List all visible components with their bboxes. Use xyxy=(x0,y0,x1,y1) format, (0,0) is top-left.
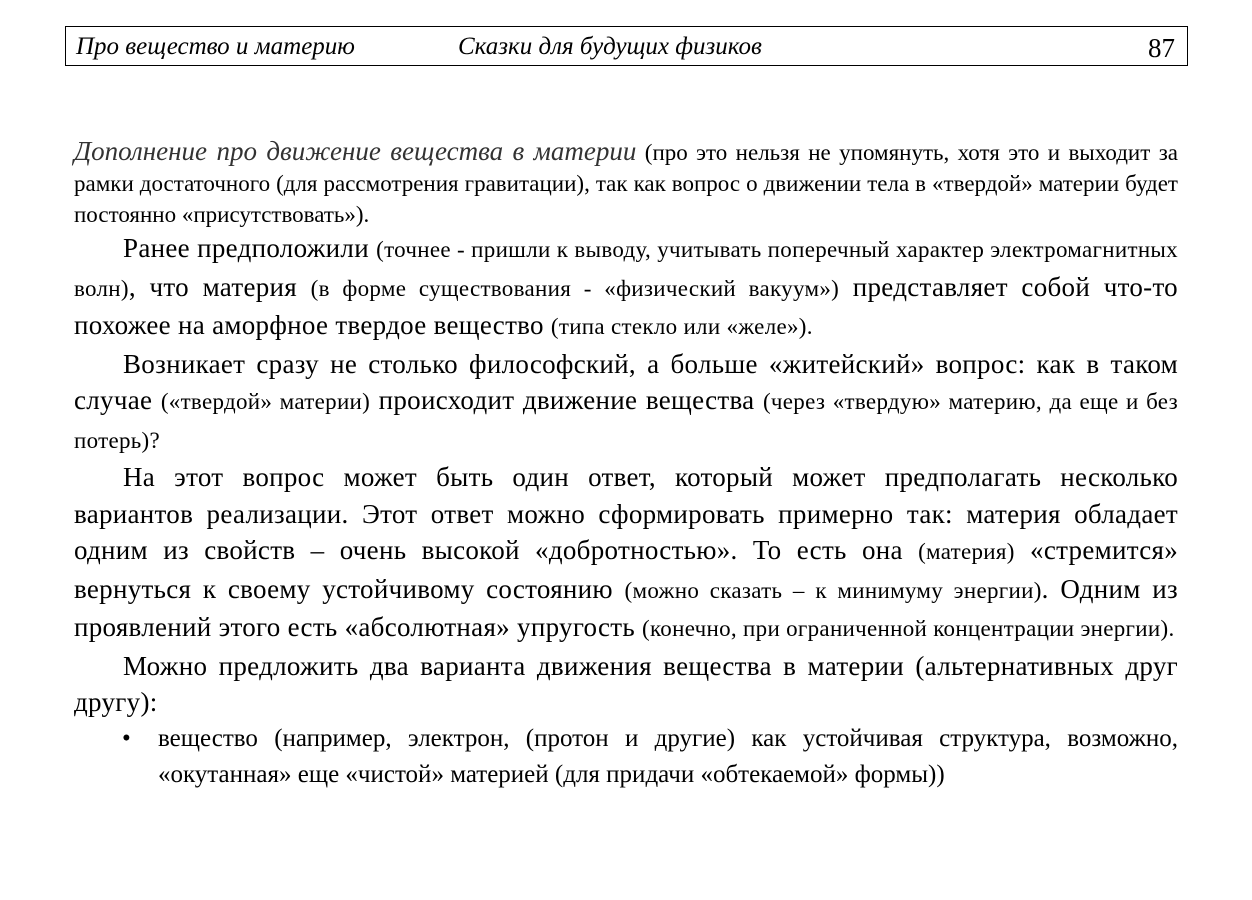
list-item xyxy=(122,721,1178,793)
header-section-title: Про вещество и материю xyxy=(76,33,355,60)
paragraph-4: Можно предложить два варианта движения вещества в материи (альтернативных друг другу): xyxy=(74,650,1178,717)
p3-text-d: (можно сказать – к минимуму энергии) xyxy=(624,577,1042,603)
intro-paragraph xyxy=(74,136,1178,230)
list-item-text: вещество (например, электрон, (протон и другие) как устойчивая структура, возможно, «окутанная» еще «чистой» материей (для придачи «обтекаемой» формы)) xyxy=(158,724,1178,788)
page-body xyxy=(74,136,1178,793)
p2-text-a: Возникает сразу не столько философский, а больше «житейский» вопрос: как в таком случае xyxy=(74,348,1178,415)
bullet-list xyxy=(74,721,1178,793)
p2-text-c: происходит движение вещества xyxy=(370,385,763,415)
p1-text-d: (в форме существования - «физический вакуум») xyxy=(310,275,840,301)
p1-text-a: Ранее предположили xyxy=(123,233,377,263)
p1-text-f: (типа стекло или «желе»). xyxy=(550,314,813,339)
paragraph-3 xyxy=(74,459,1178,648)
paragraph-1 xyxy=(74,230,1178,346)
p3-text-f: (конечно, при ограниченной концентрации энергии). xyxy=(642,616,1175,641)
p3-text-e: . Одним из проявлений этого есть «абсолютная» упругость xyxy=(74,573,1178,642)
intro-text: (про это нельзя не упомянуть, хотя это и выходит за рамки достаточного (для рассмотрения гравитации), так как вопрос о движении тела в «твердой» материи будет постоянно «присутствовать»). xyxy=(74,140,1178,227)
paragraph-2 xyxy=(74,346,1178,460)
page-number: 87 xyxy=(1148,33,1175,63)
p2-text-d: (через «твердую» материю, да еще и без потерь)? xyxy=(74,389,1178,453)
p2-text-b: («твердой» материи) xyxy=(160,389,371,414)
p1-text-b: (точнее - пришли к выводу, учитывать поперечный характер электромагнитных волн) xyxy=(74,237,1178,301)
section-heading: Дополнение про движение вещества в материи xyxy=(74,136,637,166)
bullet-icon: • xyxy=(122,724,131,752)
p1-text-e: представляет собой что-то похожее на аморфное твердое вещество xyxy=(74,271,1178,340)
running-header xyxy=(65,26,1188,66)
header-book-title: Сказки для будущих физиков xyxy=(458,33,762,60)
p1-text-c: , что материя xyxy=(128,271,311,302)
p3-text-b: (материя) xyxy=(918,539,1015,564)
p3-text-c: «стремится» вернуться к своему устойчивому состоянию xyxy=(74,535,1178,604)
p3-text-a: На этот вопрос может быть один ответ, который может предполагать несколько вариантов реализации. Этот ответ можно сформировать примерно так: материя обладает одним из свойств – очень высокой «добротностью». То есть она xyxy=(74,462,1178,565)
